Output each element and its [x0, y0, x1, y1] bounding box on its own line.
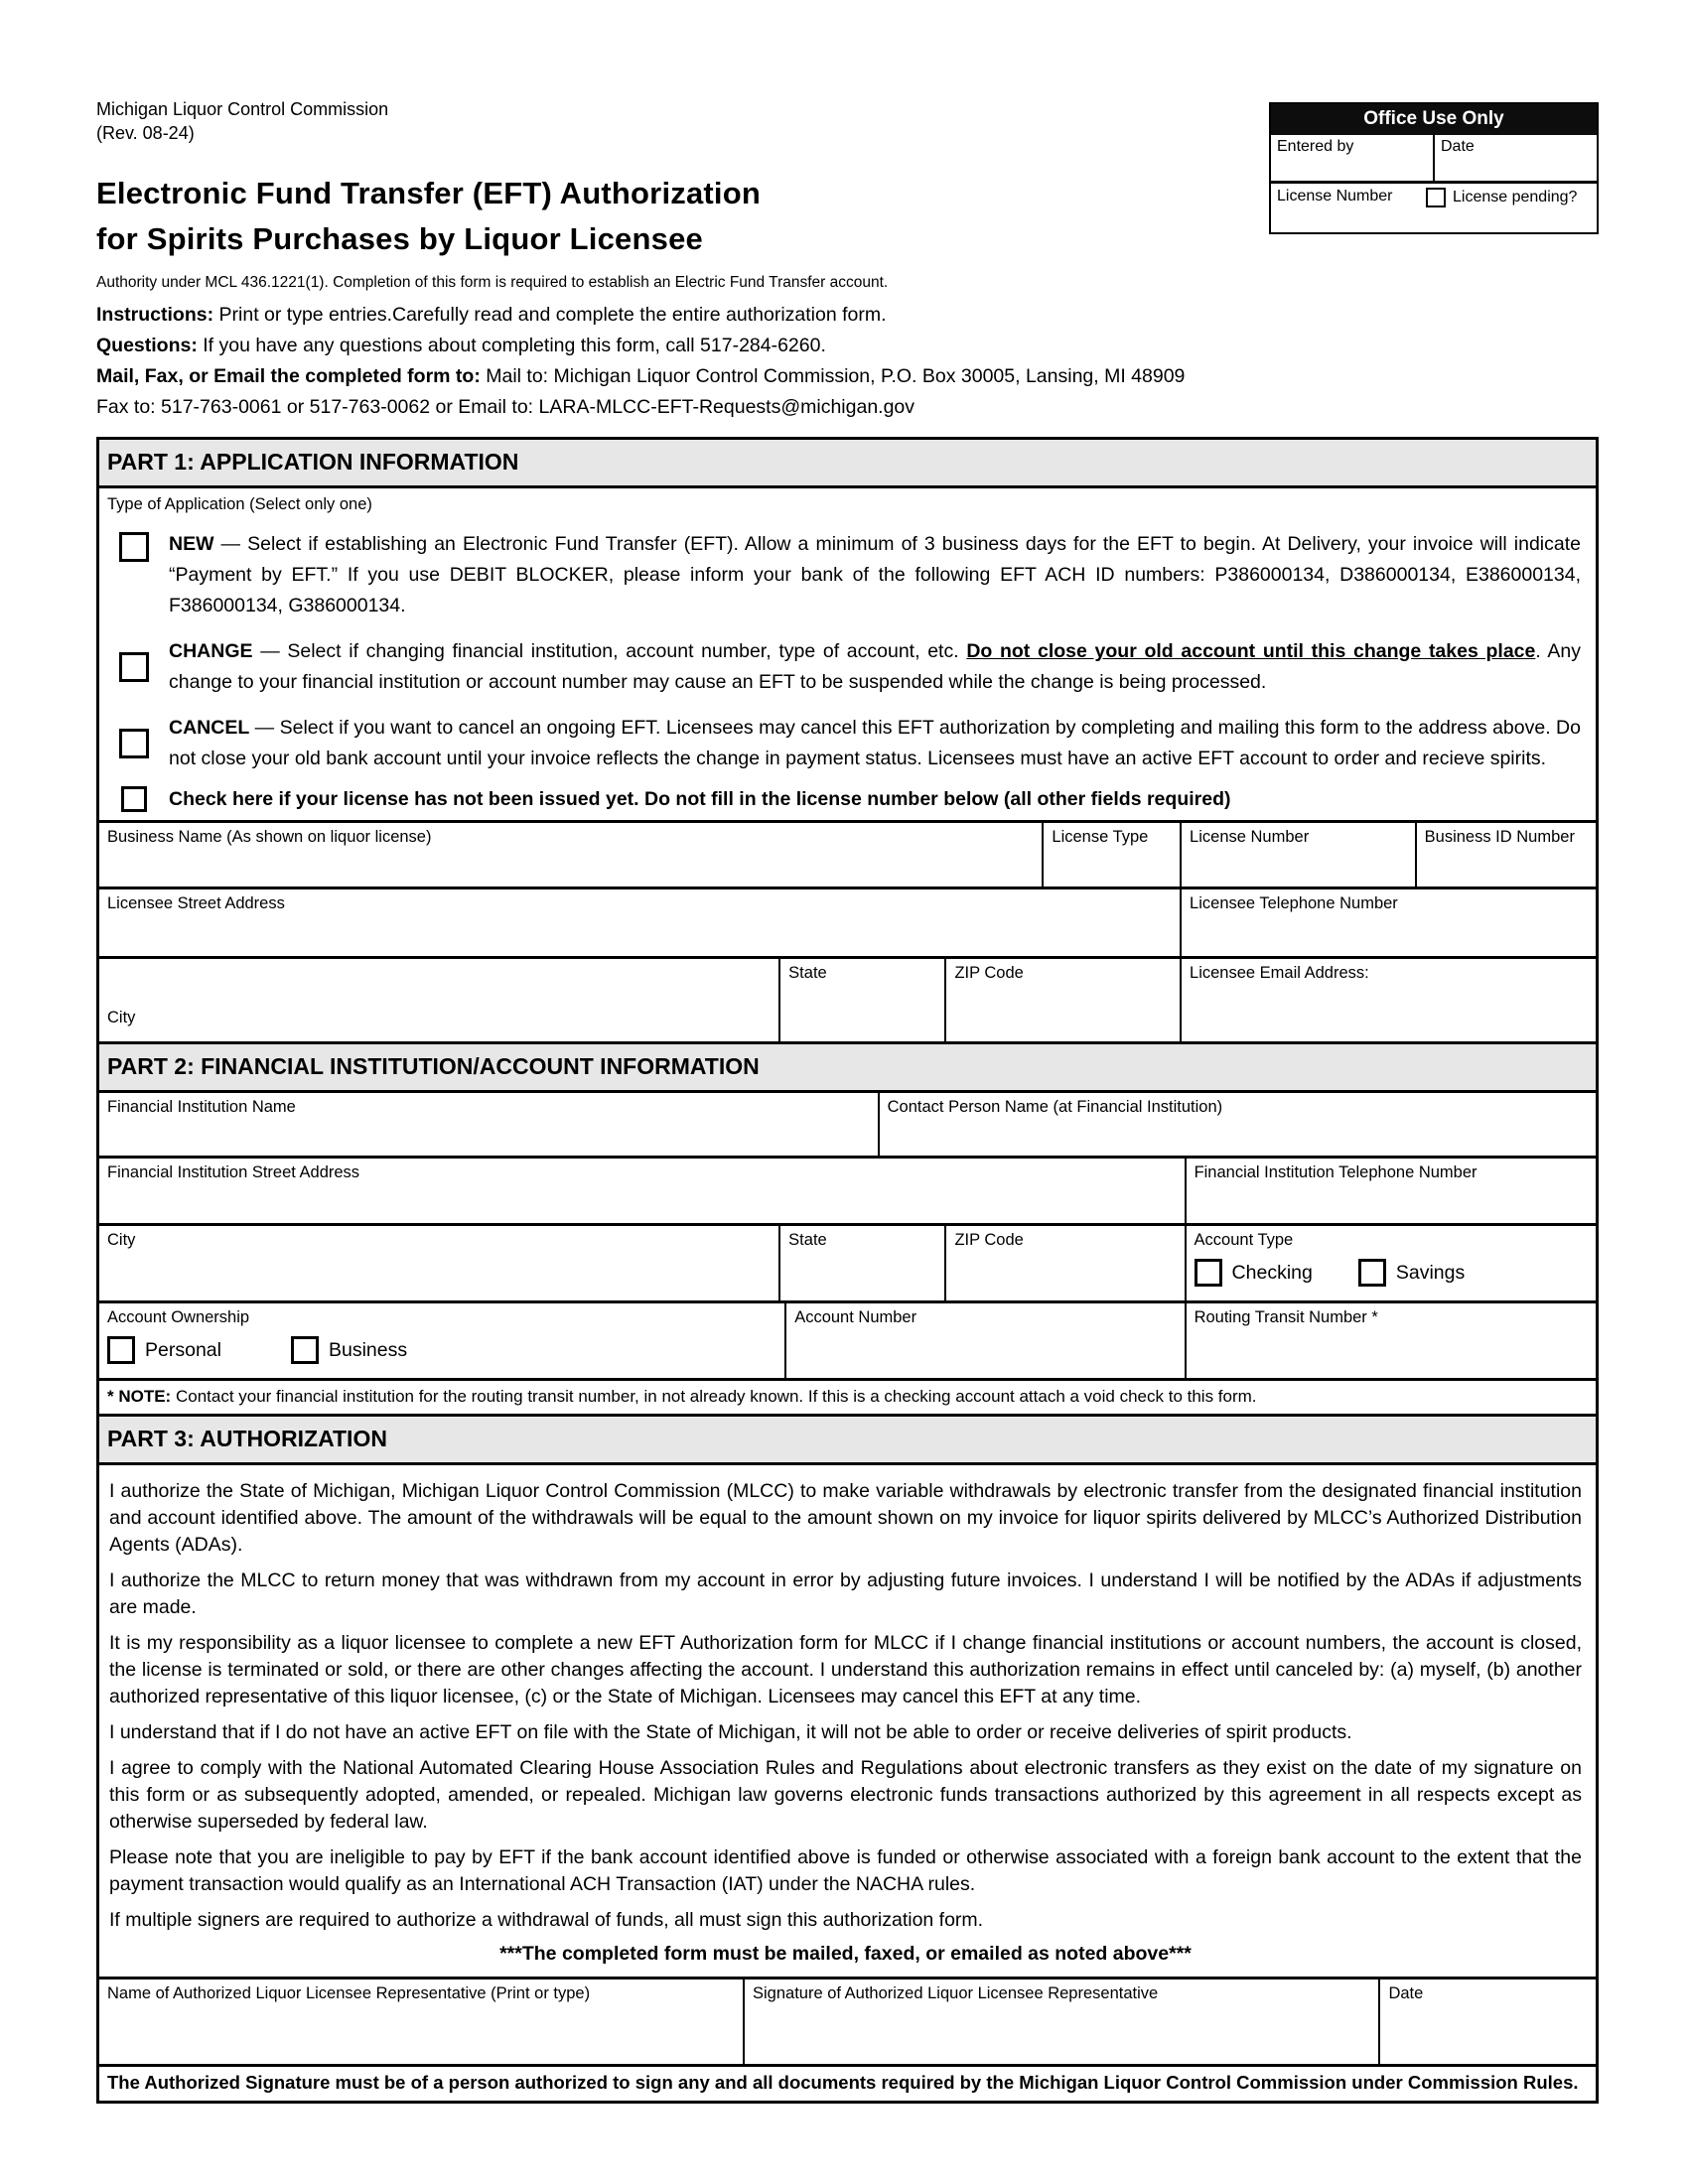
licensee-zip-field[interactable]: [944, 959, 1180, 1041]
fax-email-line: Fax to: 517-763-0061 or 517-763-0062 or Email to: LARA-MLCC-EFT-Requests@michigan.gov: [96, 396, 915, 418]
fi-contact-field[interactable]: [878, 1093, 1596, 1156]
fi-name-label: Financial Institution Name: [107, 1098, 296, 1116]
fi-name-field[interactable]: [99, 1093, 878, 1156]
part3-header: PART 3: AUTHORIZATION: [99, 1414, 1596, 1465]
office-license-number-label: License Number: [1277, 188, 1393, 205]
signature-date-field[interactable]: [1378, 1979, 1596, 2064]
office-date-label: Date: [1441, 138, 1475, 155]
checking-checkbox[interactable]: [1195, 1259, 1222, 1287]
option-cancel-row: [99, 713, 1596, 774]
license-not-issued-checkbox[interactable]: [121, 786, 147, 812]
mail-line: Mail, Fax, or Email the completed form to: Mail to: Michigan Liquor Control Commission, P.O. Box 30005, Lansing, MI 48909: [96, 365, 1186, 387]
fi-state-field[interactable]: [778, 1226, 944, 1300]
personal-label: Personal: [145, 1338, 221, 1361]
questions-line: Questions: If you have any questions about completing this form, call 517-284-6260.: [96, 335, 826, 356]
agency-name: Michigan Liquor Control Commission: [96, 99, 389, 119]
part2-header: PART 2: FINANCIAL INSTITUTION/ACCOUNT INFORMATION: [99, 1041, 1596, 1093]
option-change-text: CHANGE — Select if changing financial institution, account number, type of account, etc. Do not close your old account until this change takes place. Any change to your financial institution or account number may cause an EFT to be suspended while the change is being processed.: [169, 640, 1581, 693]
fi-city-field[interactable]: [99, 1226, 778, 1300]
office-use-only-box: [1269, 102, 1599, 234]
fi-phone-field[interactable]: [1185, 1159, 1596, 1223]
fi-zip-field[interactable]: [944, 1226, 1184, 1300]
checking-label: Checking: [1231, 1261, 1313, 1284]
mailed-faxed-note: ***The completed form must be mailed, faxed, or emailed as noted above***: [499, 1943, 1192, 1965]
license-not-issued-label: Check here if your license has not been issued yet. Do not fill in the license number below (all other fields required): [169, 787, 1231, 810]
representative-signature-label: Signature of Authorized Liquor Licensee Representative: [753, 1984, 1159, 2002]
account-number-label: Account Number: [794, 1308, 917, 1326]
licensee-zip-label: ZIP Code: [954, 964, 1024, 982]
licensee-state-label: State: [788, 964, 827, 982]
account-number-field[interactable]: [784, 1303, 1184, 1378]
authority-statement: Authority under MCL 436.1221(1). Completion of this form is required to establish an Electric Fund Transfer account.: [96, 274, 889, 291]
account-type-label: Account Type: [1194, 1231, 1294, 1249]
business-name-label: Business Name (As shown on liquor license): [107, 828, 432, 846]
routing-number-label: Routing Transit Number *: [1194, 1308, 1378, 1326]
form-title-line1: Electronic Fund Transfer (EFT) Authorization: [96, 176, 762, 210]
license-type-field[interactable]: [1042, 823, 1180, 887]
license-not-issued-row: [99, 786, 1596, 812]
representative-signature-field[interactable]: [743, 1979, 1378, 2064]
business-id-label: Business ID Number: [1424, 828, 1575, 846]
office-date-field[interactable]: [1433, 135, 1597, 181]
licensee-street-label: Licensee Street Address: [107, 894, 285, 912]
authorized-signature-footnote: The Authorized Signature must be of a person authorized to sign any and all documents required by the Michigan Liquor Control Commission under Commission Rules.: [99, 2064, 1596, 2101]
authorization-paragraph: If multiple signers are required to authorize a withdrawal of funds, all must sign this authorization form.: [109, 1909, 984, 1931]
signature-date-label: Date: [1388, 1984, 1424, 2002]
licensee-phone-field[interactable]: [1180, 889, 1596, 956]
fi-street-field[interactable]: [99, 1159, 1185, 1223]
licensee-city-label: City: [107, 1009, 136, 1026]
office-license-number-field[interactable]: [1277, 188, 1426, 205]
licensee-city-field[interactable]: [99, 959, 778, 1041]
business-checkbox[interactable]: [291, 1336, 319, 1364]
cancel-checkbox[interactable]: [119, 729, 149, 758]
authorization-paragraph: It is my responsibility as a liquor licensee to complete a new EFT Authorization form for MLCC if I change financial institutions or account numbers, the account is closed, the license is terminated or sold, or there are other changes affecting the account. I understand this authorization remains in effect until canceled by: (a) myself, (b) another authorized representative of this liquor licensee, (c) or the State of Michigan. Licensees may cancel this EFT at any time.: [109, 1632, 1582, 1707]
form-title-line2: for Spirits Purchases by Liquor Licensee: [96, 221, 703, 256]
form-page: [96, 0, 1599, 2104]
licensee-street-field[interactable]: [99, 889, 1180, 956]
authorization-paragraph: I authorize the MLCC to return money that was withdrawn from my account in error by adjusting future invoices. I understand I will be notified by the ADAs if adjustments are made.: [109, 1570, 1582, 1618]
fi-zip-label: ZIP Code: [954, 1231, 1024, 1249]
instructions-line: Instructions: Print or type entries.Carefully read and complete the entire authorization form.: [96, 304, 887, 326]
entered-by-field[interactable]: [1271, 135, 1433, 181]
option-change-row: [99, 636, 1596, 698]
option-new-row: [99, 529, 1596, 621]
license-number-label: License Number: [1190, 828, 1310, 846]
option-new-text: NEW — Select if establishing an Electronic Fund Transfer (EFT). Allow a minimum of 3 business days for the EFT to begin. At Delivery, your invoice will indicate “Payment by EFT.” If you use DEBIT BLOCKER, please inform your bank of the following EFT ACH ID numbers: P386000134, D386000134, E386000134, F386000134, G386000134.: [169, 533, 1581, 616]
licensee-phone-label: Licensee Telephone Number: [1190, 894, 1398, 912]
office-use-only-title: Office Use Only: [1271, 104, 1597, 135]
authorization-paragraph: I authorize the State of Michigan, Michigan Liquor Control Commission (MLCC) to make variable withdrawals by electronic transfer from the designated financial institution and account identified above. The amount of the withdrawals will be equal to the amount shown on my invoice for liquor spirits delivered by MLCC’s Authorized Distribution Agents (ADAs).: [109, 1480, 1582, 1556]
new-checkbox[interactable]: [119, 532, 149, 562]
form-body: [96, 437, 1599, 2104]
fi-street-label: Financial Institution Street Address: [107, 1163, 360, 1181]
savings-checkbox[interactable]: [1358, 1259, 1386, 1287]
license-type-label: License Type: [1052, 828, 1149, 846]
business-label: Business: [328, 1338, 408, 1361]
routing-number-field[interactable]: [1185, 1303, 1596, 1378]
fi-city-label: City: [107, 1231, 136, 1249]
authorization-paragraph: I understand that if I do not have an active EFT on file with the State of Michigan, it will not be able to order or receive deliveries of spirit products.: [109, 1721, 1352, 1743]
licensee-email-field[interactable]: [1180, 959, 1596, 1041]
entered-by-label: Entered by: [1277, 138, 1354, 155]
business-id-field[interactable]: [1415, 823, 1596, 887]
part1-header: PART 1: APPLICATION INFORMATION: [99, 440, 1596, 488]
account-type-field: [1185, 1226, 1596, 1300]
representative-name-label: Name of Authorized Liquor Licensee Representative (Print or type): [107, 1984, 591, 2002]
license-pending-label: License pending?: [1453, 189, 1578, 205]
licensee-email-label: Licensee Email Address:: [1190, 964, 1369, 982]
savings-label: Savings: [1395, 1261, 1466, 1284]
license-number-field[interactable]: [1180, 823, 1415, 887]
revision-label: (Rev. 08-24): [96, 123, 195, 143]
representative-name-field[interactable]: [99, 1979, 743, 2064]
account-ownership-field: [99, 1303, 784, 1378]
license-pending-checkbox[interactable]: [1426, 188, 1446, 207]
fi-state-label: State: [788, 1231, 827, 1249]
authorization-paragraph: I agree to comply with the National Automated Clearing House Association Rules and Regulations about electronic transfers as they exist on the date of my signature on this form or as subsequently adopted, amended, or repealed. Michigan law governs electronic funds transactions authorized by this agreement in all respects except as otherwise superseded by federal law.: [109, 1757, 1582, 1833]
routing-note: * NOTE: Contact your financial institution for the routing transit number, in not already known. If this is a checking account attach a void check to this form.: [99, 1378, 1596, 1414]
authorization-text: [99, 1465, 1596, 1977]
change-checkbox[interactable]: [119, 652, 149, 682]
authorization-paragraph: Please note that you are ineligible to pay by EFT if the bank account identified above is funded or otherwise associated with a foreign bank account to the extent that the payment transaction would qualify as an International ACH Transaction (IAT) under the NACHA rules.: [109, 1846, 1582, 1895]
fi-contact-label: Contact Person Name (at Financial Institution): [887, 1098, 1223, 1116]
business-name-field[interactable]: [99, 823, 1042, 887]
fi-phone-label: Financial Institution Telephone Number: [1194, 1163, 1477, 1181]
licensee-state-field[interactable]: [778, 959, 944, 1041]
option-cancel-text: CANCEL — Select if you want to cancel an ongoing EFT. Licensees may cancel this EFT authorization by completing and mailing this form to the address above. Do not close your old bank account until your invoice reflects the change in payment status. Licensees must have an active EFT account to order and recieve spirits.: [169, 717, 1581, 769]
personal-checkbox[interactable]: [107, 1336, 135, 1364]
account-ownership-label: Account Ownership: [107, 1308, 250, 1326]
type-of-application-label: Type of Application (Select only one): [107, 495, 372, 513]
